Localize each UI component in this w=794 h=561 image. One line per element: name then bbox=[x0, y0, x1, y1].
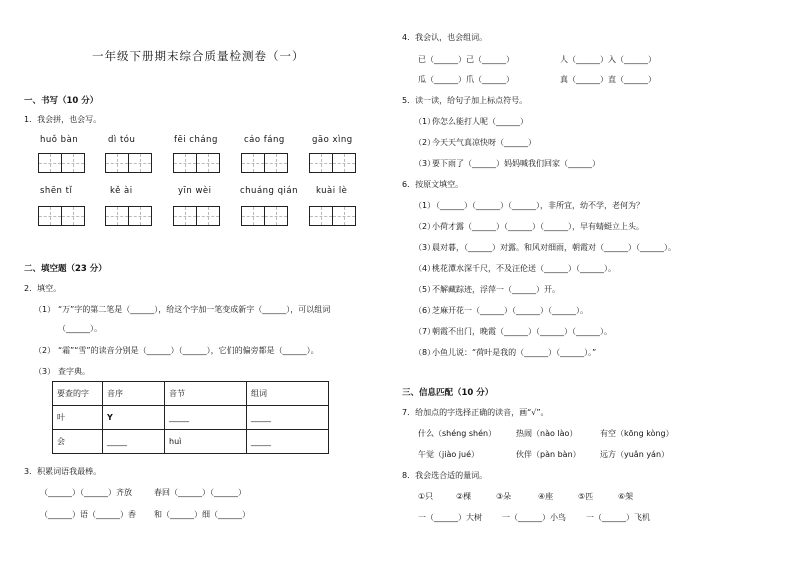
table-cell: 会 bbox=[53, 430, 103, 454]
writing-grid[interactable] bbox=[173, 153, 220, 173]
writing-grid[interactable] bbox=[309, 206, 356, 226]
q7-item: 热闹（nào lào） bbox=[516, 429, 578, 438]
question-5: 5．读一读，给句子加上标点符号。 bbox=[402, 96, 528, 105]
table-header: 音序 bbox=[103, 382, 165, 406]
table-row bbox=[53, 406, 329, 430]
pinyin-8: yīn wèi bbox=[178, 186, 212, 196]
q7-item: 有空（kōng kòng） bbox=[600, 429, 674, 438]
pinyin-2: dì tóu bbox=[108, 135, 136, 145]
writing-grid[interactable] bbox=[309, 153, 356, 173]
q2-1-text: “万”字的第二笔是（______），给这个字加一笔变成新字（______），可以组词 bbox=[58, 305, 331, 314]
q6-text: （______）（______）（______），非所宜，幼不学，老何为？ bbox=[432, 201, 644, 210]
question-3: 3．积累词语我最棒。 bbox=[24, 467, 102, 476]
q8-item: 一（______）飞机 bbox=[586, 513, 650, 522]
q4-item: 已（______）己（______） bbox=[418, 55, 514, 64]
writing-grid[interactable] bbox=[241, 206, 288, 226]
q2-2-text: “霜”“雪”的读音分别是（______）（______），它们的偏旁都是（______）。 bbox=[58, 346, 319, 355]
q6-text: 晨对暮，（______）对露。和风对细雨，朝霞对（______）（______）。 bbox=[432, 243, 676, 252]
q6-number: （8） bbox=[414, 348, 436, 357]
writing-grid[interactable] bbox=[241, 153, 288, 173]
pinyin-5: gāo xìng bbox=[312, 135, 353, 145]
q6-number: （7） bbox=[414, 327, 436, 336]
q8-option: ⑥架 bbox=[618, 492, 634, 501]
question-7: 7．给加点的字选择正确的读音，画“√”。 bbox=[402, 408, 549, 417]
q7-item: 伙伴（pàn bàn） bbox=[516, 450, 581, 459]
q6-number: （6） bbox=[414, 306, 436, 315]
question-4: 4．我会认，也会组词。 bbox=[402, 33, 488, 42]
table-header: 音节 bbox=[165, 382, 247, 406]
q6-text: 小鱼儿说：“荷叶是我的（______）（______）。” bbox=[432, 348, 597, 357]
writing-grid[interactable] bbox=[105, 153, 152, 173]
q8-item: 一（______）大树 bbox=[418, 513, 482, 522]
q6-text: 芝麻开花一（______）（______）（______）。 bbox=[432, 306, 588, 315]
q7-item: 什么（shéng shén） bbox=[418, 429, 497, 438]
pinyin-1: huǒ bàn bbox=[40, 135, 79, 145]
q6-number: （1） bbox=[414, 201, 436, 210]
q8-option: ①只 bbox=[418, 492, 434, 501]
q6-text: 朝霞不出门，晚霞（______）（______）（______）。 bbox=[432, 327, 612, 336]
table-cell[interactable]: _____ bbox=[247, 406, 329, 430]
q8-option: ④座 bbox=[538, 492, 554, 501]
q8-item: 一（______）小鸟 bbox=[502, 513, 566, 522]
q6-number: （5） bbox=[414, 285, 436, 294]
pinyin-9: chuáng qián bbox=[240, 186, 298, 196]
q7-item: 午觉（jiào jué） bbox=[418, 450, 479, 459]
q5-number: （1） bbox=[414, 117, 436, 126]
q3-item: （______）语（______）香 bbox=[40, 510, 136, 519]
q3-item: 和（______）细（______） bbox=[154, 510, 250, 519]
table-cell: huì bbox=[165, 430, 247, 454]
writing-grid[interactable] bbox=[38, 206, 85, 226]
section-3-heading: 三、信息匹配（10 分） bbox=[402, 388, 494, 398]
q6-text: 小荷才露（______）（______）（______），早有蜻蜓立上头。 bbox=[432, 222, 644, 231]
q2-3-text: 查字典。 bbox=[58, 367, 90, 376]
q2-1-text-cont: （______）。 bbox=[58, 324, 102, 333]
question-2: 2．填空。 bbox=[24, 284, 62, 293]
q8-option: ⑤匹 bbox=[578, 492, 594, 501]
q5-text: 要下雨了（______）妈妈喊我们回家（______） bbox=[432, 159, 600, 168]
question-6: 6．按原文填空。 bbox=[402, 180, 464, 189]
table-cell: 叶 bbox=[53, 406, 103, 430]
q6-text: 不解藏踪迹，浮萍一（______）开。 bbox=[432, 285, 560, 294]
q6-number: （2） bbox=[414, 222, 436, 231]
table-header: 组词 bbox=[247, 382, 329, 406]
q5-text: 你怎么能打人呢（______） bbox=[432, 117, 528, 126]
table-cell[interactable]: _____ bbox=[247, 430, 329, 454]
q4-item: 人（______）入（______） bbox=[560, 55, 656, 64]
q6-text: 桃花潭水深千尺，不及汪伦送（______）（______）。 bbox=[432, 264, 616, 273]
dictionary-table bbox=[52, 381, 329, 454]
q5-number: （3） bbox=[414, 159, 436, 168]
section-2-heading: 二、填空题（23 分） bbox=[24, 264, 107, 274]
q4-item: 真（______）直（______） bbox=[560, 75, 656, 84]
table-header: 要查的字 bbox=[53, 382, 103, 406]
q2-1-number: （1） bbox=[34, 305, 56, 314]
writing-grid[interactable] bbox=[105, 206, 152, 226]
q3-item: 春回（______）（______） bbox=[154, 488, 246, 497]
q5-number: （2） bbox=[414, 138, 436, 147]
q4-item: 瓜（______）爪（______） bbox=[418, 75, 514, 84]
question-8: 8．我会选合适的量词。 bbox=[402, 471, 488, 480]
writing-grid[interactable] bbox=[38, 153, 85, 173]
pinyin-10: kuài lè bbox=[316, 186, 348, 196]
q6-number: （4） bbox=[414, 264, 436, 273]
table-cell: Y bbox=[103, 406, 165, 430]
q6-number: （3） bbox=[414, 243, 436, 252]
q8-option: ②棵 bbox=[456, 492, 472, 501]
pinyin-6: shēn tǐ bbox=[40, 186, 73, 196]
section-1-heading: 一、书写（10 分） bbox=[24, 96, 99, 106]
q2-2-number: （2） bbox=[34, 346, 56, 355]
q7-item: 远方（yuǎn yán） bbox=[600, 450, 670, 459]
page-title: 一年级下册期末综合质量检测卷（一） bbox=[92, 49, 305, 63]
question-1: 1．我会拼，也会写。 bbox=[24, 115, 102, 124]
pinyin-7: kě ài bbox=[110, 186, 133, 196]
q8-option: ③朵 bbox=[496, 492, 512, 501]
pinyin-4: cáo fáng bbox=[244, 135, 285, 145]
table-cell[interactable]: _____ bbox=[165, 406, 247, 430]
q3-item: （______）（______）齐放 bbox=[40, 488, 132, 497]
writing-grid[interactable] bbox=[173, 206, 220, 226]
q2-3-number: （3） bbox=[34, 367, 56, 376]
table-row bbox=[53, 430, 329, 454]
pinyin-3: fēi cháng bbox=[174, 135, 218, 145]
table-header-row bbox=[53, 382, 329, 406]
table-cell[interactable]: _____ bbox=[103, 430, 165, 454]
q5-text: 今天天气真凉快呀（______） bbox=[432, 138, 536, 147]
